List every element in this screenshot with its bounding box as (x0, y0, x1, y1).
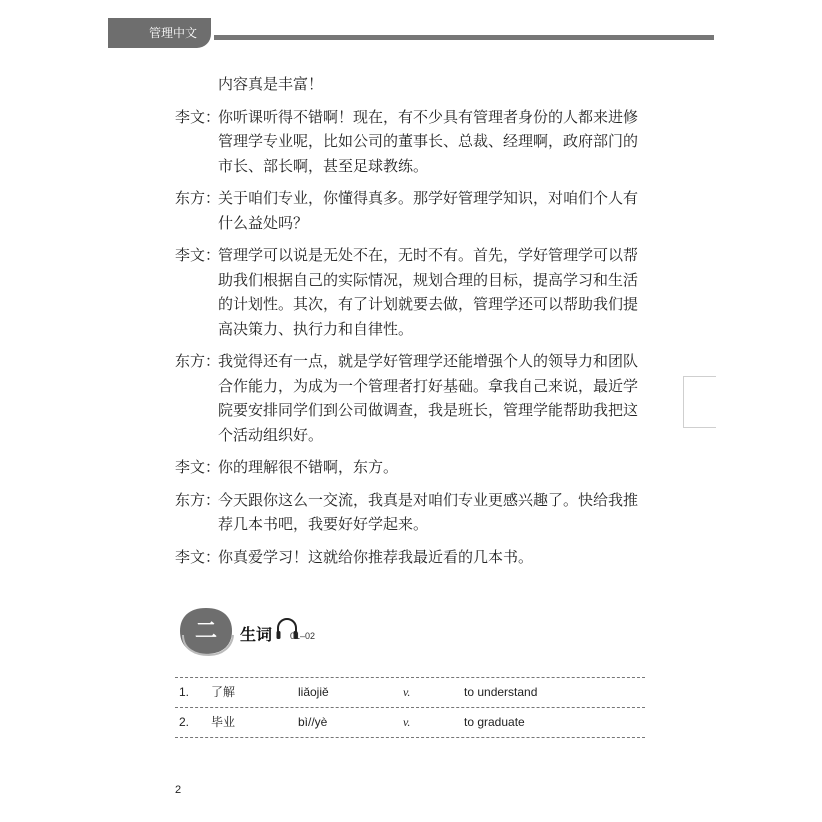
dialogue-line (175, 349, 650, 447)
vocab-part-of-speech: v. (403, 715, 411, 729)
section-number: 二 (194, 619, 218, 644)
side-thumb-tab (683, 376, 716, 428)
vocab-part-of-speech: v. (403, 685, 411, 699)
vocab-row (175, 708, 645, 738)
dialogue-text: 今天跟你这么一交流，我真是对咱们专业更感兴趣了。快给我推荐几本书吧，我要好好学起来。 (218, 490, 639, 533)
vocabulary-list (175, 677, 645, 738)
speaker-label: 李文： (175, 107, 221, 126)
dialogue-line (175, 105, 650, 179)
speaker-label: 东方： (175, 490, 221, 509)
page-number: 2 (175, 784, 182, 796)
dialogue-text: 你的理解很不错啊，东方。 (218, 458, 399, 476)
vocab-word: 了解 (211, 685, 236, 699)
book-title: 管理中文 (149, 26, 198, 40)
dialogue-text: 内容真是丰富！ (218, 75, 324, 93)
vocab-english: to understand (464, 685, 538, 699)
header-rule (214, 35, 714, 40)
vocab-number: 2. (179, 715, 190, 729)
dialogue-text: 你听课听得不错啊！现在，有不少具有管理者身份的人都来进修管理学专业呢，比如公司的董事长、总裁、经理啊，政府部门的市长、部长啊，甚至足球教练。 (218, 107, 639, 175)
speaker-label: 李文： (175, 458, 221, 476)
vocab-pinyin: liǎojiě (298, 685, 329, 699)
dialogue-line (175, 545, 650, 570)
speaker-label: 李文： (175, 547, 221, 566)
dialogue-line (175, 186, 650, 235)
dialogue-text: 你真爱学习！这就给你推荐我最近看的几本书。 (218, 547, 534, 566)
dialogue-text: 我觉得还有一点，就是学好管理学还能增强个人的领导力和团队合作能力，为成为一个管理者打好基础。拿我自己来说，最近学院要安排同学们到公司做调查，我是班长，管理学能帮助我把这个活动组织好。 (218, 352, 639, 444)
dialogue-text: 关于咱们专业，你懂得真多。那学好管理学知识，对咱们个人有什么益处吗？ (218, 189, 639, 232)
dialogue-line (175, 72, 650, 97)
speaker-label: 东方： (175, 189, 221, 207)
vocab-row (175, 678, 645, 708)
dialogue-text: 管理学可以说是无处不在，无时不有。首先，学好管理学可以帮助我们根据自己的实际情况，规划合理的目标，提高学习和生活的计划性。其次，有了计划就要去做，管理学还可以帮助我们提高决策力、执行力和自律性。 (218, 246, 639, 338)
dialogue-line (175, 455, 650, 480)
running-header-tab (108, 18, 211, 48)
vocab-word: 毕业 (211, 715, 236, 729)
dialogue-line (175, 243, 650, 341)
vocab-pinyin: bì//yè (298, 715, 328, 729)
speaker-label: 东方： (175, 352, 221, 370)
dialogue (175, 72, 650, 577)
vocab-number: 1. (179, 685, 190, 699)
section-title: 生词 (240, 625, 273, 644)
section-number-badge (177, 605, 235, 657)
dialogue-line (175, 488, 650, 537)
speaker-label: 李文： (175, 246, 221, 264)
audio-track-code: 01–02 (290, 631, 316, 641)
vocab-english: to graduate (464, 715, 525, 729)
